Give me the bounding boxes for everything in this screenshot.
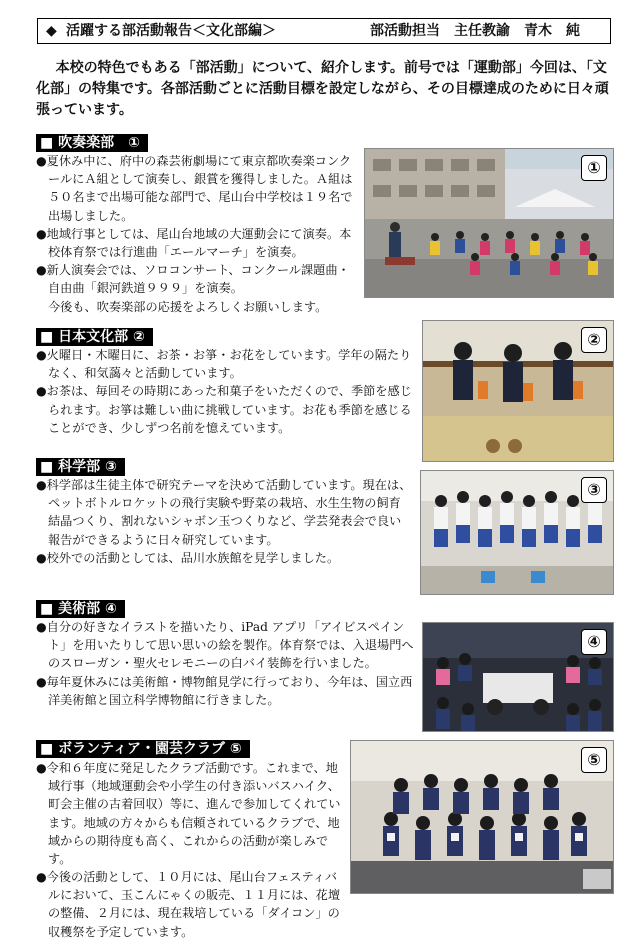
- section-line: ●毎年夏休みには美術館・博物館見学に行っており、今年は、国立西洋美術館と国立科学博物館に行きました。: [36, 674, 413, 707]
- photo-art: [422, 622, 614, 732]
- section-line: ●令和６年度に発足したクラブ活動です。これまで、地域行事（地域運動会や小学生の付き添いバスハイク、町会主催の古着回収）等に、進んで参加してくれています。地域の方々からも信頼されているクラブで、地域からの期待度も高く、これからの活動が楽しみです。: [36, 761, 341, 867]
- article-header: [37, 18, 611, 44]
- photo-number-badge: ①: [581, 155, 607, 181]
- section-label-brass-band: ■ 吹奏楽部 ①: [36, 134, 148, 152]
- section-line: 今後も、吹奏楽部の応援をよろしくお願いします。: [48, 299, 328, 314]
- section-body-brass-band: [36, 152, 358, 316]
- section-line: ●今後の活動として、１０月には、尾山台フェスティバルにおいて、玉こんにゃくの販売、１１月には、花壇の整備、２月には、現在栽培している「ダイコン」の収穫祭を予定しています。: [36, 870, 341, 939]
- section-body-science: [36, 476, 412, 567]
- section-line: ●夏休み中に、府中の森芸術劇場にて東京都吹奏楽コンクールにＡ組として演奏し、銀賞を獲得しました。Ａ組は５０名まで出場可能な部門で、尾山台中学校は１９名で出場しました。: [36, 154, 353, 223]
- section-label-art: ■ 美術部 ④: [36, 600, 125, 618]
- article-author: 部活動担当 主任教諭 青木 純: [370, 23, 580, 39]
- article-title: 活躍する部活動報告＜文化部編＞: [66, 23, 276, 39]
- intro-text: 本校の特色でもある「部活動」について、紹介します。前号では「運動部」今回は、「文化部」の特集です。各部活動ごとに活動目標を設定しながら、その目標達成のために日々頑張っています。: [36, 60, 609, 118]
- photo-number-badge: ⑤: [581, 747, 607, 773]
- section-body-art: [36, 618, 414, 709]
- photo-japanese-culture: [422, 320, 614, 462]
- section-label-volunteer-gardening: ■ ボランティア・園芸クラブ ⑤: [36, 740, 250, 758]
- section-line: ●新人演奏会では、ソロコンサート、コンクール課題曲・自由曲「銀河鉄道９９９」を演奏。: [36, 263, 350, 296]
- photo-brass-band: [364, 148, 614, 298]
- section-line: ●自分の好きなイラストを描いたり、iPad アプリ「アイビスペイント」を用いたりして思い思いの絵を製作。体育祭では、入退場門へのスローガン・聖火セレモニーの白バイ装飾を行いました。: [36, 620, 414, 671]
- section-body-japanese-culture: [36, 346, 414, 437]
- section-line: ●火曜日・木曜日に、お茶・お箏・お花をしています。学年の隔たりなく、和気藹々と活動しています。: [36, 348, 412, 381]
- photo-number-badge: ②: [581, 327, 607, 353]
- photo-science: [420, 470, 614, 595]
- section-line: ●お茶は、毎回その時期にあった和菓子をいただくので、季節を感じられます。お箏は難しい曲に挑戦しています。お花も季節を感じることができ、少しずつ名前を憶えています。: [36, 384, 412, 435]
- section-label-japanese-culture: ■ 日本文化部 ②: [36, 328, 153, 346]
- photo-number-badge: ④: [581, 629, 607, 655]
- photo-number-badge: ③: [581, 477, 607, 503]
- intro-paragraph: [36, 58, 616, 121]
- section-line: ●校外での活動としては、品川水族館を見学しました。: [36, 550, 340, 565]
- section-label-science: ■ 科学部 ③: [36, 458, 125, 476]
- diamond-icon: ◆: [46, 23, 57, 39]
- brass-band-photo-image: [365, 149, 614, 298]
- photo-volunteer-gardening: [350, 740, 614, 894]
- volunteer-photo-image: [351, 741, 614, 894]
- section-line: ●地域行事としては、尾山台地域の大運動会にて演奏。本校体育祭では行進曲「エールマーチ」を演奏。: [36, 226, 352, 260]
- section-body-volunteer-gardening: [36, 759, 344, 868]
- section-line: ●科学部は生徒主体で研究テーマを決めて活動しています。現在は、ペットボトルロケットの飛行実験や野菜の栽培、水生生物の飼育結晶つくり、割れないシャボン玉つくりなど、学芸発表会で良い報告ができるように日々研究しています。: [36, 478, 412, 547]
